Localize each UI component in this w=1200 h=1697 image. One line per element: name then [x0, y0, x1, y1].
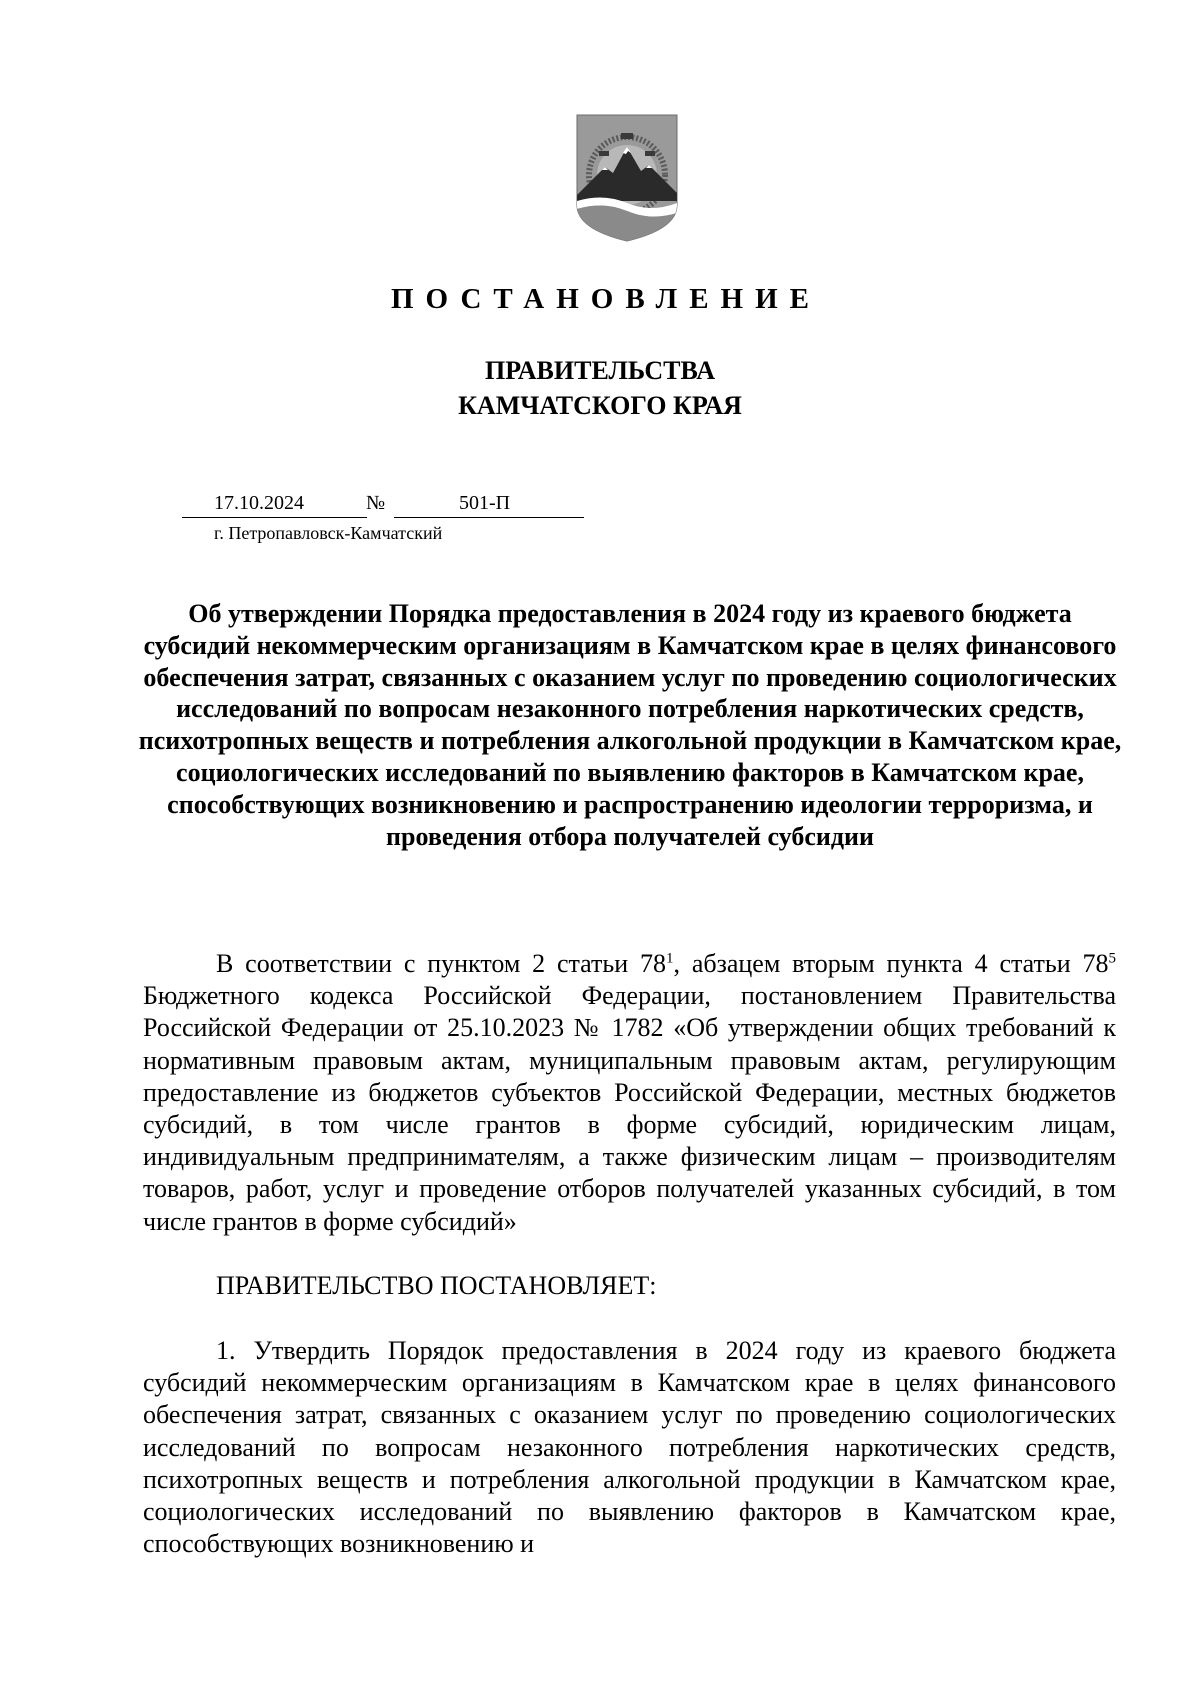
preamble-paragraph [143, 948, 1116, 1238]
preamble-text-1: В соответствии с пунктом 2 статьи 78 [216, 949, 666, 978]
decree-phrase: ПРАВИТЕЛЬСТВО ПОСТАНОВЛЯЕТ: [216, 1271, 657, 1300]
issuer-line-2: КАМЧАТСКОГО КРАЯ [458, 391, 742, 420]
issuer-heading [0, 353, 1200, 423]
document-type-heading: ПОСТАНОВЛЕНИЕ [390, 283, 821, 315]
number-sign: № [366, 492, 386, 514]
city-name: г. Петропавловск-Камчатский [214, 523, 443, 543]
preamble-text-2: , абзацем вторым пункта 4 статьи 78 [673, 949, 1109, 978]
preamble-text-3: Бюджетного кодекса Российской Федерации, постановлением Правительства Российской Федерации от 25.10.2023 № 1782 «Об утверждении общих требований к нормативным правовым актам, муниципальным правовым актам, регулирующим предоставление из бюджетов субъектов Российской Федерации, местных бюджетов субсидий, в том числе грантов в форме субсидий, юридическим лицам, индивидуальным предпринимателям, а также физическим лицам – производителям товаров, работ, услуг и проведение отборов получателей указанных субсидий, в том числе грантов в форме субсидий» [143, 981, 1116, 1236]
issuer-line-1: ПРАВИТЕЛЬСТВА [485, 356, 715, 385]
coat-of-arms-icon [573, 113, 681, 243]
document-title: Об утверждении Порядка предоставления в 2024 году из краевого бюджета субсидий некоммерческим организациям в Камчатском крае в целях финансового обеспечения затрат, связанных с оказанием услуг по проведению социологических исследований по вопросам незаконного потребления наркотических средств, психотропных веществ и потребления алкогольной продукции в Камчатском крае, социологических исследований по выявлению факторов в Камчатском крае, способствующих возникновению и распространению идеологии терроризма, и проведения отбора получателей субсидии [138, 599, 1122, 851]
number-underline [394, 517, 584, 518]
registration-date: 17.10.2024 [214, 492, 304, 514]
clause-1-text: 1. Утвердить Порядок предоставления в 2024 году из краевого бюджета субсидий некоммерческим организациям в Камчатском крае в целях финансового обеспечения затрат, связанных с оказанием услуг по проведению социологических исследований по вопросам незаконного потребления наркотических средств, психотропных веществ и потребления алкогольной продукции в Камчатском крае, социологических исследований по выявлению факторов в Камчатском крае, способствующих возникновению и [143, 1336, 1116, 1559]
registration-number: 501-П [459, 492, 511, 514]
date-underline [182, 517, 367, 518]
superscript-1: 1 [666, 950, 674, 967]
superscript-5: 5 [1108, 950, 1116, 967]
clause-1-paragraph [143, 1335, 1116, 1560]
